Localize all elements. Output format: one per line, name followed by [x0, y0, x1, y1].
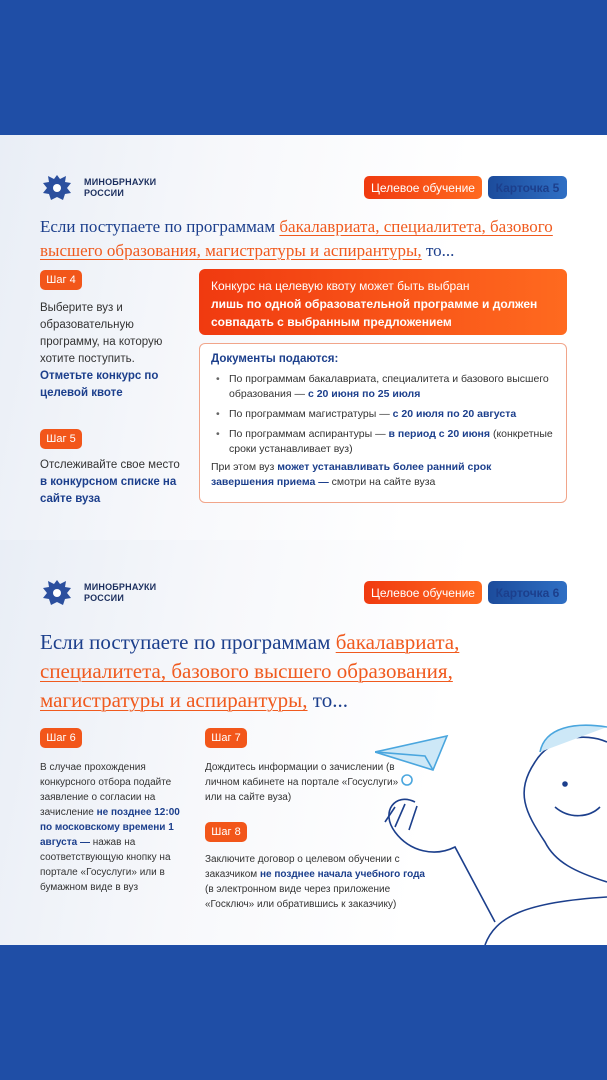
- step-6-badge: Шаг 6: [40, 728, 82, 748]
- step-7-badge: Шаг 7: [205, 728, 247, 748]
- step-8-post: (в электронном виде через приложение «Госключ» или обратившись к заказчику): [205, 884, 397, 910]
- step-5-text: [40, 457, 180, 508]
- title-pre: Если поступаете по программам: [40, 217, 280, 236]
- footer-bold: может устанавливать более ранний срок завершения приема —: [211, 461, 492, 488]
- step-4-bold: Отметьте конкурс по целевой квоте: [40, 370, 159, 399]
- card-5: [0, 135, 607, 540]
- step-7-text: Дождитесь информации о зачислении (в личном кабинете на портале «Госуслуги» или на сайте вуза): [205, 762, 399, 803]
- item-note: (конкретные сроки устанавливает вуз): [229, 428, 553, 455]
- footer-post: смотри на сайте вуза: [328, 476, 436, 488]
- documents-item: [211, 407, 555, 422]
- step-5-desc: Отслеживайте свое место: [40, 459, 180, 471]
- logo-line2: РОССИИ: [84, 188, 125, 198]
- step-6-post: нажав на соответствующую кнопку на портале «Госуслуги» или в бумажном виде в вуз: [40, 837, 171, 893]
- item-text: По программам магистратуры —: [229, 408, 393, 420]
- notice-bold: лишь по одной образовательной программе и должен совпадать с выбранным предложением: [211, 297, 538, 329]
- title-pre: Если поступаете по программам: [40, 630, 336, 654]
- card-number-tag: Карточка 6: [488, 581, 567, 604]
- item-date: с 20 июня по 25 июля: [307, 388, 421, 400]
- documents-item: [211, 427, 555, 457]
- item-text: По программам бакалавриата, специалитета и базового высшего образования —: [229, 373, 549, 400]
- title-highlight: бакалавриата, специалитета, базового высшего образования, магистратуры и аспирантуры,: [40, 630, 460, 712]
- logo-line2: РОССИИ: [84, 593, 125, 603]
- title-post: то...: [421, 241, 455, 260]
- page-title: [40, 628, 540, 715]
- quota-notice: [199, 269, 567, 335]
- step-6-bold: не позднее 12:00 по московскому времени 1 августа —: [40, 807, 180, 848]
- step-8-bold: не позднее начала учебного года: [259, 869, 425, 880]
- eagle-emblem-icon: [40, 576, 74, 610]
- documents-item: [211, 372, 555, 402]
- step-8-text: [205, 852, 430, 912]
- documents-box: [199, 343, 567, 503]
- card-number-tag: Карточка 5: [488, 176, 567, 199]
- documents-heading: Документы подаются:: [211, 353, 339, 365]
- step-5-badge: Шаг 5: [40, 429, 82, 449]
- step-4-badge: Шаг 4: [40, 270, 82, 290]
- item-date: с 20 июля по 20 августа: [392, 408, 517, 420]
- ministry-logo: [40, 576, 156, 610]
- step-4-text: [40, 300, 185, 402]
- step-8-badge: Шаг 8: [205, 822, 247, 842]
- page-title: [40, 215, 585, 263]
- item-date: в период с 20 июня: [388, 428, 491, 440]
- eagle-emblem-icon: [40, 171, 74, 205]
- footer-pre: При этом вуз: [211, 461, 278, 473]
- documents-footer: [211, 460, 555, 490]
- notice-text: Конкурс на целевую квоту может быть выбран: [211, 279, 470, 293]
- title-highlight: бакалавриата, специалитета, базового высшего образования, магистратуры и аспирантуры,: [40, 217, 553, 260]
- card-6: [0, 540, 607, 945]
- step-6-text: [40, 760, 185, 895]
- item-text: По программам аспирантуры —: [229, 428, 389, 440]
- title-post: то...: [307, 688, 348, 712]
- step-8-pre: Заключите договор о целевом обучении с заказчиком: [205, 854, 400, 880]
- target-education-tag: Целевое обучение: [364, 581, 482, 604]
- step-4-desc: Выберите вуз и образовательную программу, на которую хотите поступить.: [40, 302, 163, 365]
- logo-line1: МИНОБРНАУКИ: [84, 177, 157, 187]
- step-5-bold: в конкурсном списке на сайте вуза: [40, 476, 177, 505]
- ministry-logo: [40, 171, 156, 205]
- logo-line1: МИНОБРНАУКИ: [84, 582, 157, 592]
- step-6-pre: В случае прохождения конкурсного отбора подайте заявление о согласии на зачисление: [40, 762, 172, 818]
- target-education-tag: Целевое обучение: [364, 176, 482, 199]
